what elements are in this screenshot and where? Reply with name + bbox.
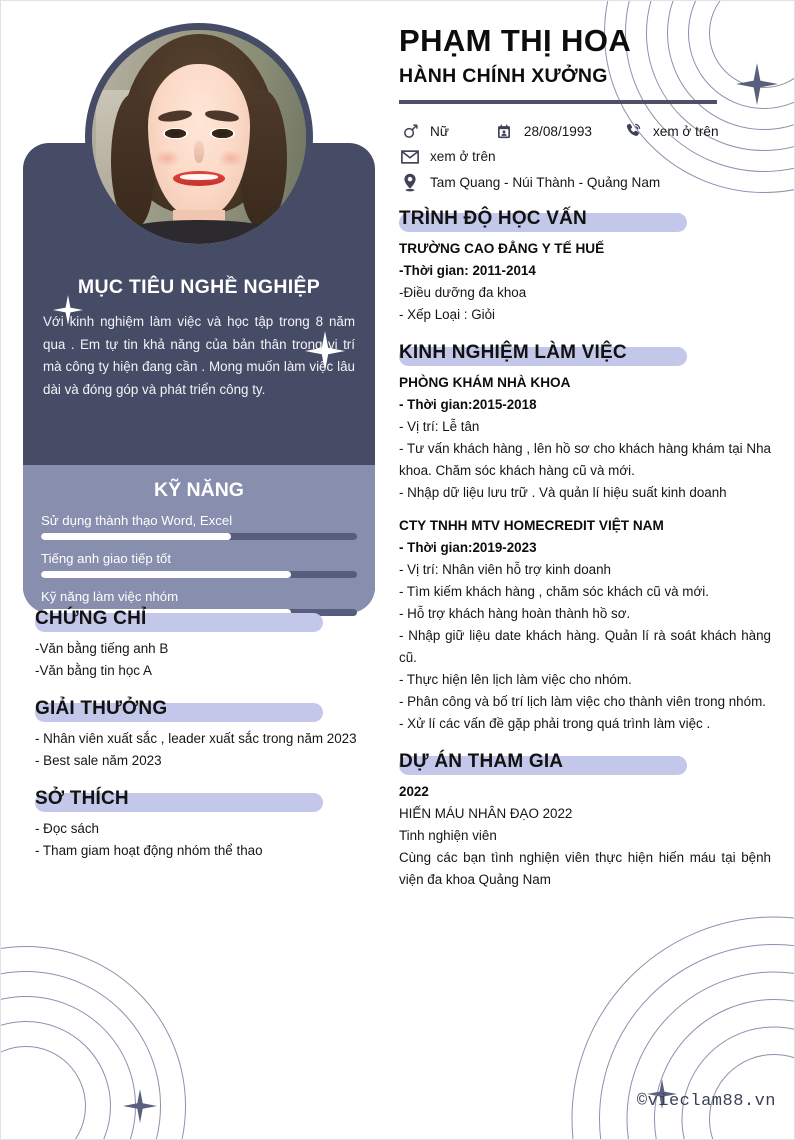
list-item: Tinh nghiện viên (399, 828, 497, 843)
sparkle-star-icon (123, 1089, 157, 1123)
list-item: - Thực hiện lên lịch làm việc cho nhóm. (399, 672, 632, 687)
decorative-arcs-bottom-left (0, 941, 191, 1140)
contact-birthday (493, 123, 592, 140)
decorative-arcs-bottom-right (604, 949, 795, 1140)
section-header (35, 786, 365, 812)
right-column (399, 23, 771, 891)
contact-phone[interactable] (622, 122, 719, 140)
skill-item (41, 551, 357, 578)
section-header (399, 749, 771, 775)
list-item: - Nhập giữ liệu date khách hàng. Quản lí rà soát khách hàng cũ. (399, 628, 771, 665)
skill-label: Sử dụng thành thạo Word, Excel (41, 513, 233, 528)
education-school: TRƯỜNG CAO ĐẲNG Y TẾ HUẾ (399, 241, 605, 256)
calendar-icon (493, 123, 515, 140)
page-title: PHẠM THỊ HOA (399, 23, 632, 58)
section-header (399, 206, 771, 232)
list-item: - Phân công và bố trí lịch làm việc cho thành viên trong nhóm. (399, 694, 766, 709)
skill-progress-fill (41, 533, 231, 540)
experience-time: - Thời gian:2015-2018 (399, 397, 537, 412)
section-header (35, 696, 365, 722)
skill-progress-track (41, 533, 357, 540)
list-item: -Văn bằng tin học A (35, 663, 152, 678)
objective-title: MỤC TIÊU NGHỀ NGHIỆP (77, 276, 321, 298)
gender-icon (399, 123, 421, 140)
location-pin-icon (399, 173, 421, 192)
list-item: - Xếp Loại : Giỏi (399, 307, 496, 322)
experience-time: - Thời gian:2019-2023 (399, 540, 537, 555)
address-value: Tam Quang - Núi Thành - Quảng Nam (430, 175, 661, 190)
section-certificates (35, 606, 365, 682)
section-title: TRÌNH ĐỘ HỌC VẤN (399, 208, 587, 229)
list-item: - Nhân viên xuất sắc , leader xuất sắc trong năm 2023 (35, 731, 357, 746)
skill-progress-track (41, 571, 357, 578)
list-item: -Điều dưỡng đa khoa (399, 285, 527, 300)
left-column (23, 1, 375, 613)
phone-icon (622, 122, 644, 140)
list-item: - Tư vấn khách hàng , lên hồ sơ cho khách hàng khám tại Nha khoa. Chăm sóc khách hàng cũ và mới. (399, 441, 771, 478)
envelope-icon (399, 150, 421, 164)
section-title: GIẢI THƯỞNG (35, 698, 168, 719)
skill-label: Kỹ năng làm việc nhóm (41, 589, 179, 604)
contact-email[interactable] (399, 149, 496, 164)
objective-text: Với kinh nghiệm làm việc và học tập trong 8 năm qua . Em tự tin khả năng của bản thân trong vị trí mà công ty hiện đang cần . Mong muốn làm việc lâu dài và đóng góp và phát triển công ty. (43, 314, 355, 397)
education-time: -Thời gian: 2011-2014 (399, 263, 536, 278)
job-title: HÀNH CHÍNH XƯỞNG (399, 65, 608, 87)
email-value: xem ở trên (430, 149, 496, 164)
list-item: - Tìm kiếm khách hàng , chăm sóc khách cũ và mới. (399, 584, 709, 599)
project-year: 2022 (399, 784, 429, 799)
skill-label: Tiếng anh giao tiếp tốt (41, 551, 172, 566)
experience-item (399, 515, 771, 735)
gender-value: Nữ (430, 123, 449, 139)
list-item: - Nhập dữ liệu lưu trữ . Và quản lí hiệu suất kinh doanh (399, 485, 727, 500)
section-header (35, 606, 365, 632)
list-item: -Văn bằng tiếng anh B (35, 641, 169, 656)
title-divider (399, 100, 717, 104)
skills-panel (23, 465, 375, 613)
avatar (85, 23, 313, 251)
skill-progress-fill (41, 571, 291, 578)
contact-row (399, 173, 771, 192)
list-item: - Best sale năm 2023 (35, 753, 162, 768)
experience-company: CTY TNHH MTV HOMECREDIT VIỆT NAM (399, 518, 664, 533)
section-header (399, 340, 771, 366)
section-projects (399, 749, 771, 891)
experience-item (399, 372, 771, 504)
experience-company: PHÒNG KHÁM NHÀ KHOA (399, 375, 571, 390)
list-item: - Tham giam hoạt động nhóm thể thao (35, 843, 263, 858)
section-title: KINH NGHIỆM LÀM VIỆC (399, 342, 627, 363)
list-item: Cùng các bạn tình nghiện viên thực hiện hiến máu tại bệnh viện đa khoa Quảng Nam (399, 850, 771, 887)
section-education (399, 206, 771, 326)
list-item: HIẾN MÁU NHÂN ĐẠO 2022 (399, 806, 573, 821)
left-sections (35, 606, 365, 876)
watermark: ©vieclam88.vn (636, 1092, 776, 1111)
skills-title: KỸ NĂNG (154, 479, 244, 501)
section-title: CHỨNG CHỈ (35, 608, 147, 629)
list-item: - Vị trí: Lễ tân (399, 419, 480, 434)
list-item: - Đọc sách (35, 821, 99, 836)
phone-value: xem ở trên (652, 123, 719, 139)
section-awards (35, 696, 365, 772)
section-hobbies (35, 786, 365, 862)
contact-block (399, 122, 771, 192)
section-title: DỰ ÁN THAM GIA (399, 751, 564, 772)
section-title: SỞ THÍCH (35, 788, 129, 809)
birthday-value: 28/08/1993 (523, 123, 592, 139)
contact-address (399, 173, 660, 192)
contact-gender (399, 123, 449, 140)
section-experience (399, 340, 771, 735)
contact-row (399, 122, 771, 140)
avatar-photo (92, 30, 306, 244)
skill-item (41, 513, 357, 540)
contact-row (399, 149, 771, 164)
list-item: - Xử lí các vấn đề gặp phải trong quá trình làm việc . (399, 716, 711, 731)
list-item: - Vị trí: Nhân viên hỗ trợ kinh doanh (399, 562, 611, 577)
list-item: - Hỗ trợ khách hàng hoàn thành hồ sơ. (399, 606, 631, 621)
